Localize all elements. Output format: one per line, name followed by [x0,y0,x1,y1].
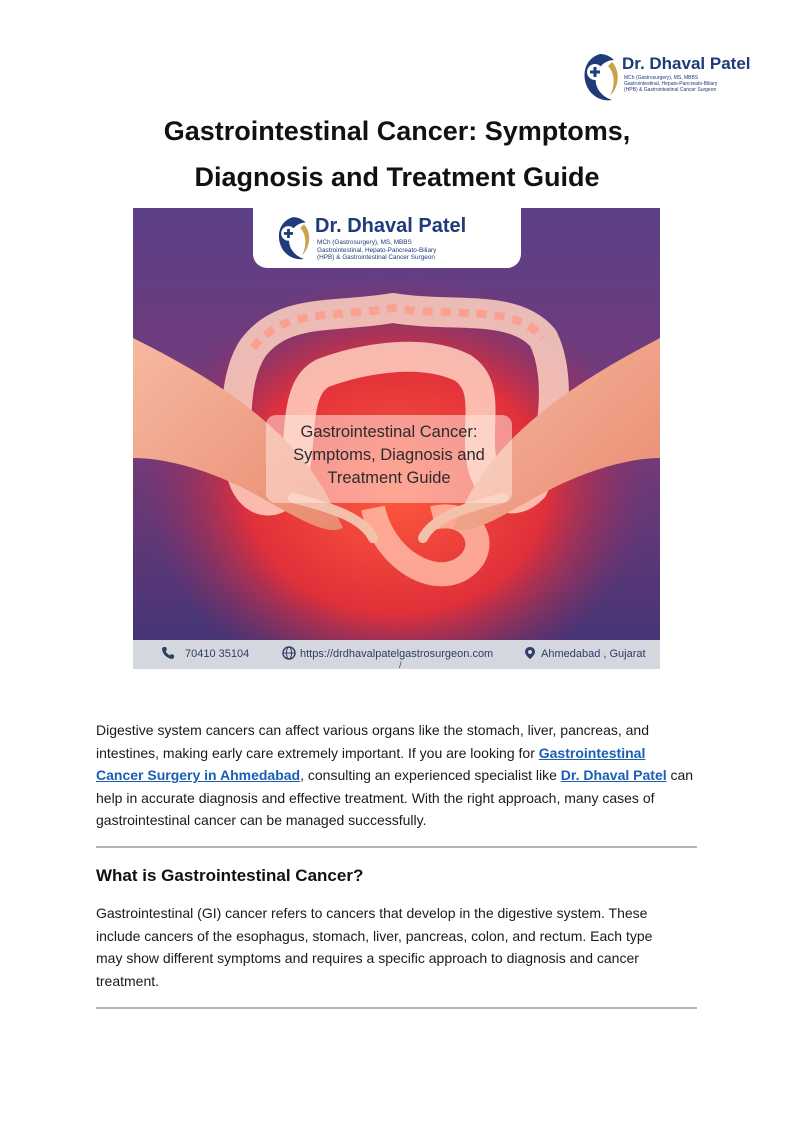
brand-name: Dr. Dhaval Patel [622,54,751,73]
phone-icon [161,646,175,660]
section-divider [96,1007,697,1009]
section-heading: What is Gastrointestinal Cancer? [96,866,364,885]
hero-image [133,208,660,669]
page-title-line-1: Gastrointestinal Cancer: Symptoms, [163,116,631,146]
section-divider [96,846,697,848]
link-gi-cancer-surgery[interactable]: Gastrointestinal [538,744,646,761]
brand-emblem-icon [578,50,622,104]
contact-website-tail: / [399,660,402,669]
brand-tagline: MCh (Gastrosurgery), MS, MBBS Gastrointestinal, Hepato-Pancreato-Biliary (HPB) & Gastrointestinal Cancer Surgeon [624,75,718,93]
contact-website: https://drdhavalpatelgastrosurgeon.com [300,648,494,660]
hero-brand-tagline: MCh (Gastrosurgery), MS, MBBS Gastrointestinal, Hepato-Pancreato-Biliary (HPB) & Gastrointestinal Cancer Surgeon [317,239,437,262]
contact-phone: 70410 35104 [185,648,250,660]
hero-caption: Gastrointestinal Cancer: Symptoms, Diagnosis and Treatment Guide [266,415,512,503]
page-title-line-2: Diagnosis and Treatment Guide [194,162,600,192]
intro-paragraph: Digestive system cancers can affect various organs like the stomach, liver, pancreas, and intestines, making early care extremely important. If you are looking for Gastrointestinal Cancer Surgery in Ahmedabad, consulting an experienced specialist like Dr. Dhaval Patel can help in accurate diagnosis and effective treatment. With the right approach, many cases of gastrointestinal cancer can be managed successfully. [96,722,694,829]
section-paragraph: Gastrointestinal (GI) cancer refers to cancers that develop in the digestive system. These include cancers of the esophagus, stomach, liver, pancreas, colon, and rectum. Each type may show different symptoms and requires a specific approach to diagnosis and cancer treatment. [96,905,653,989]
location-pin-icon [523,646,537,660]
hero-brand-badge [253,208,521,268]
page-title [60,108,734,200]
link-dr-dhaval-patel[interactable]: Dr. Dhaval Patel [560,767,667,784]
globe-icon [282,646,296,660]
header-logo [578,50,751,104]
link-gi-cancer-surgery-cont[interactable]: Cancer Surgery in Ahmedabad [96,767,301,784]
hero-brand-name: Dr. Dhaval Patel [315,215,467,237]
contact-location: Ahmedabad , Gujarat [541,648,646,660]
hero-contact-bar [133,640,660,669]
brand-emblem-icon [273,212,313,264]
